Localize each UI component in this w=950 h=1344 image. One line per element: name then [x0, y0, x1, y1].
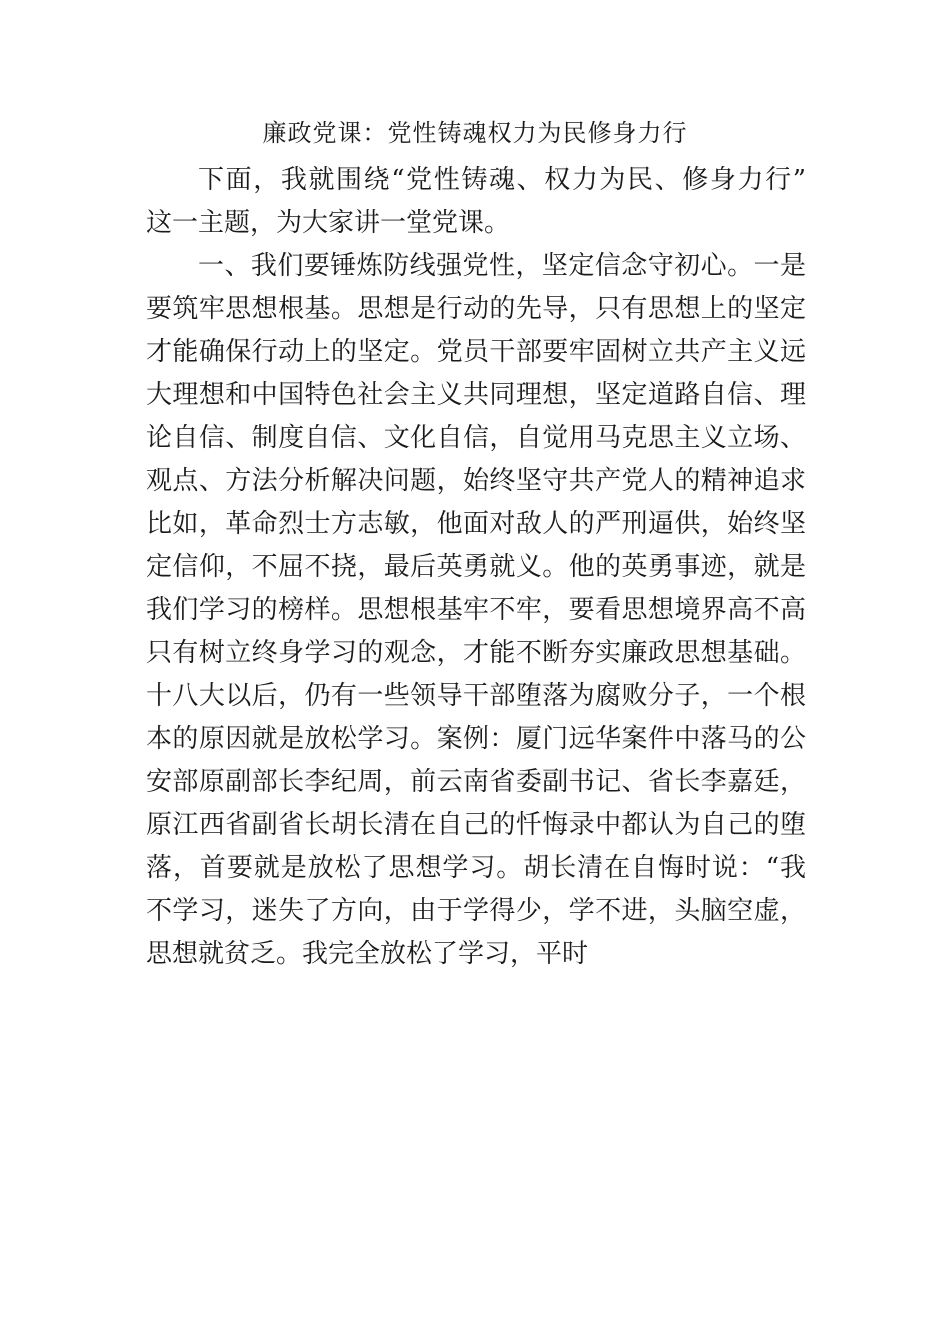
text-line: 一、我们要锤炼防线强党性，坚定信念守初心。一是	[198, 251, 806, 281]
document-title: 廉政党课：党性铸魂权力为民修身力行	[262, 119, 688, 147]
text-line: 安部原副部长李纪周，前云南省委副书记、省长李嘉廷，	[146, 767, 806, 797]
text-line: 大理想和中国特色社会主义共同理想，坚定道路自信、理	[146, 380, 806, 410]
text-line: 原江西省副省长胡长清在自己的忏悔录中都认为自己的堕	[146, 810, 806, 840]
text-line: 定信仰，不屈不挠，最后英勇就义。他的英勇事迹，就是	[146, 552, 806, 582]
text-line: 十八大以后，仍有一些领导干部堕落为腐败分子，一个根	[146, 681, 806, 711]
text-line: 本的原因就是放松学习。案例：厦门远华案件中落马的公	[146, 724, 806, 754]
text-line: 论自信、制度自信、文化自信，自觉用马克思主义立场、	[146, 423, 806, 453]
text-line: 下面，我就围绕“党性铸魂、权力为民、修身力行”	[198, 165, 806, 195]
text-line: 才能确保行动上的坚定。党员干部要牢固树立共产主义远	[146, 337, 806, 367]
text-line: 要筑牢思想根基。思想是行动的先导，只有思想上的坚定	[146, 294, 806, 324]
text-line: 这一主题，为大家讲一堂党课。	[146, 208, 511, 238]
text-line: 比如，革命烈士方志敏，他面对敌人的严刑逼供，始终坚	[146, 509, 806, 539]
text-line: 不学习，迷失了方向，由于学得少，学不进，头脑空虚，	[146, 896, 806, 926]
text-line: 思想就贫乏。我完全放松了学习，平时	[146, 939, 589, 969]
text-line: 我们学习的榜样。思想根基牢不牢，要看思想境界高不高	[146, 595, 806, 625]
text-line: 只有树立终身学习的观念，才能不断夯实廉政思想基础。	[146, 638, 806, 668]
text-line: 观点、方法分析解决问题，始终坚守共产党人的精神追求	[146, 466, 806, 496]
text-line: 落，首要就是放松了思想学习。胡长清在自悔时说：“我	[146, 853, 806, 883]
